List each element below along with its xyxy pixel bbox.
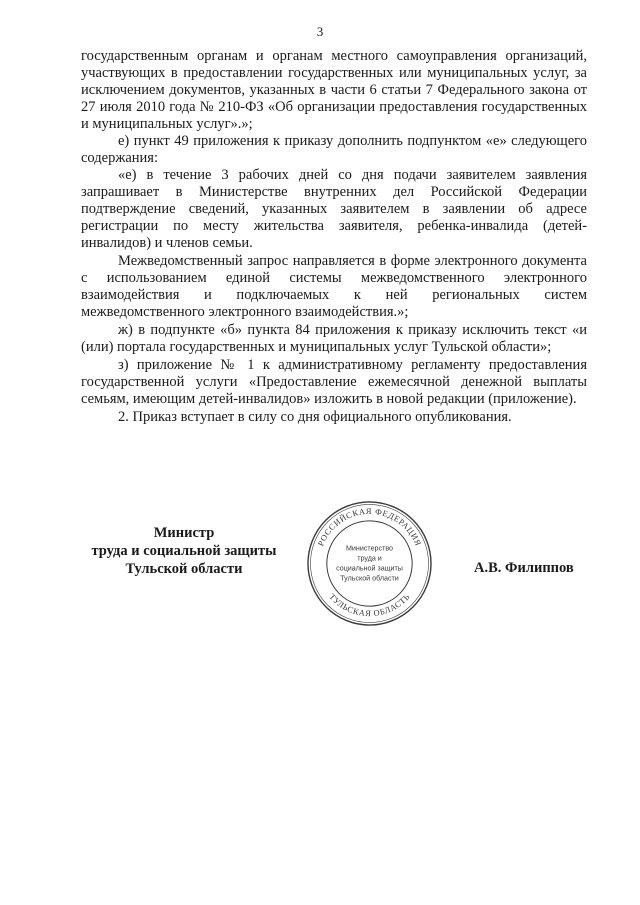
seal-inner-line: труда и (357, 554, 382, 563)
signer-title-line: труда и социальной защиты (91, 543, 277, 559)
seal-bottom-text: ТУЛЬСКАЯ ОБЛАСТЬ (327, 591, 412, 619)
official-seal-icon (305, 499, 434, 628)
signer-title-line: Тульской области (125, 561, 243, 577)
paragraph: государственным органам и органам местного самоуправления организаций, участвующих в предоставлении государственных или муниципальных услуг, за исключением документов, указанных в части 6 статьи 7 Федерального закона от 27 июля 2010 года № 210-ФЗ «Об организации предоставления государственных и муниципальных услуг».»; (81, 48, 587, 132)
svg-text:РОССИЙСКАЯ ФЕДЕРАЦИЯ (315, 506, 423, 548)
paragraph: з) приложение № 1 к административному регламенту предоставления государственной услуги «Предоставление ежемесячной денежной выплаты семьям, имеющим детей-инвалидов» изложить в новой редакции (приложение). (81, 357, 587, 407)
paragraph: ж) в подпункте «б» пункта 84 приложения к приказу исключить текст «и (или) портала государственных и муниципальных услуг Тульской области»; (81, 322, 587, 355)
paragraph: 2. Приказ вступает в силу со дня официального опубликования. (118, 409, 512, 425)
seal-inner-line: Министерство (346, 544, 393, 553)
page-number: 3 (316, 24, 324, 39)
signer-title (78, 524, 290, 578)
signer-name: А.В. Филиппов (474, 560, 574, 576)
seal-inner-line: Тульской области (340, 574, 399, 583)
paragraph: «е) в течение 3 рабочих дней со дня подачи заявителем заявления запрашивает в Министерстве внутренних дел Российской Федерации подтверждение сведений, указанных заявителем в заявлении об адресе регистрации по месту жительства заявителя, ребенка-инвалида (детей-инвалидов) и членов семьи. (81, 167, 587, 251)
svg-text:ТУЛЬСКАЯ ОБЛАСТЬ (327, 591, 411, 618)
document-body (81, 48, 587, 426)
signer-title-line: Министр (153, 525, 215, 541)
paragraph: е) пункт 49 приложения к приказу дополнить подпунктом «е» следующего содержания: (81, 133, 587, 166)
seal-inner-line: социальной защиты (336, 564, 403, 573)
paragraph: Межведомственный запрос направляется в форме электронного документа с использованием единой системы межведомственного электронного взаимодействия и подключаемых к ней региональных систем межведомственного электронного взаимодействия.»; (81, 253, 587, 320)
seal-top-text: РОССИЙСКАЯ ФЕДЕРАЦИЯ (315, 505, 424, 548)
